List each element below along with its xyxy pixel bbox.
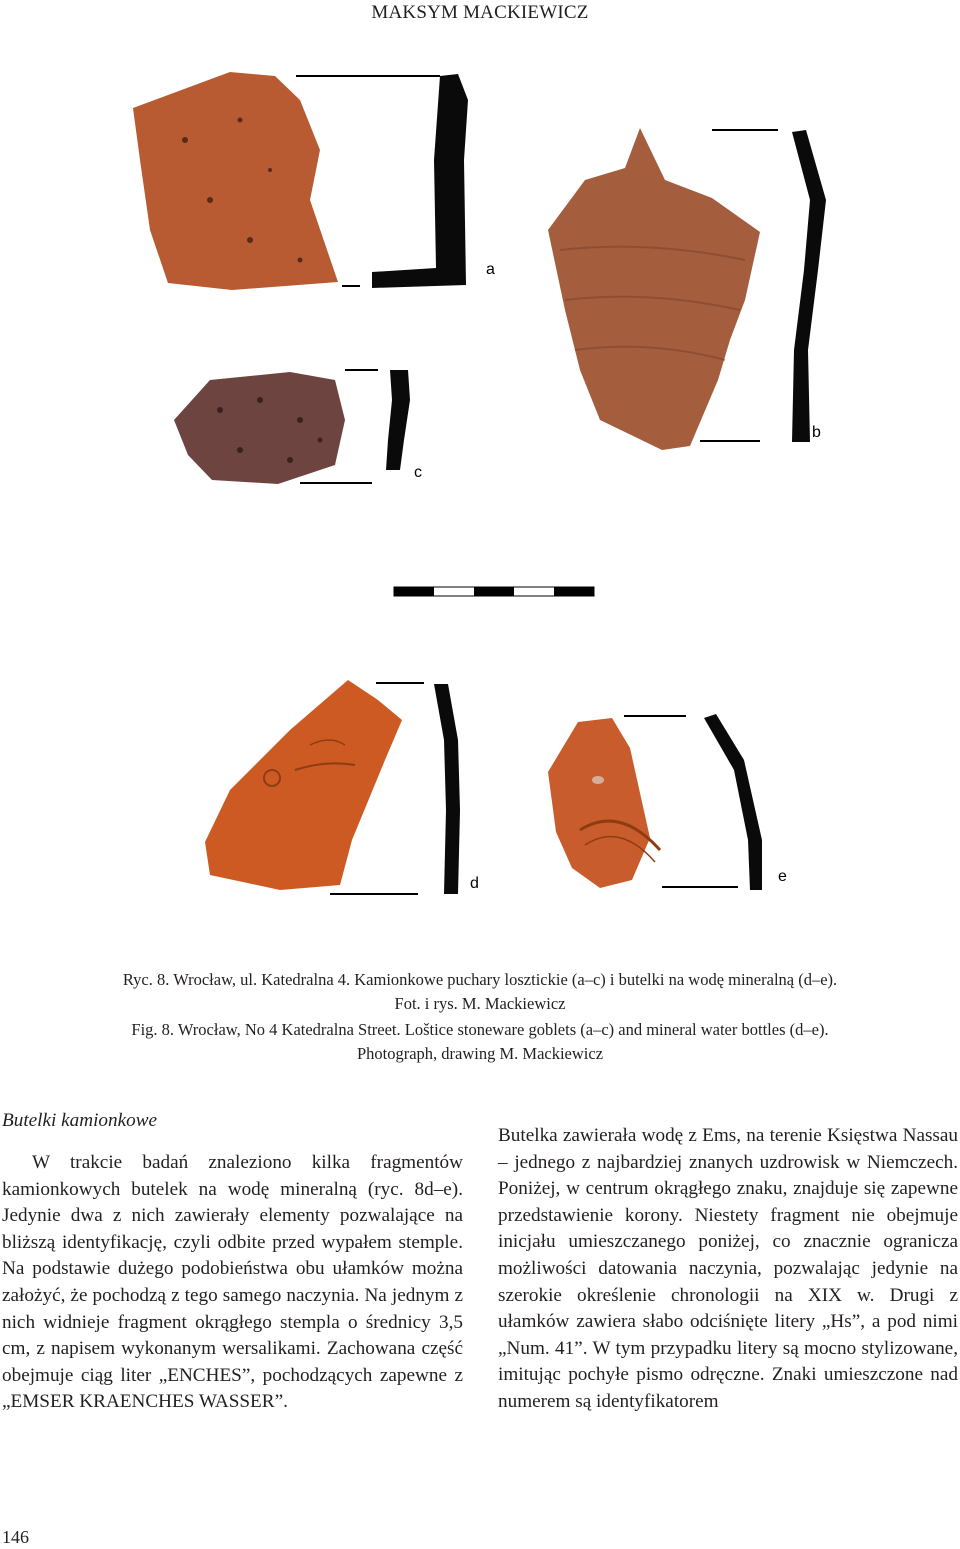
caption-pl-line1: Ryc. 8. Wrocław, ul. Katedralna 4. Kamionkowe puchary losztickie (a–c) i butelki na wodę mineralną (d–e). — [122, 970, 838, 989]
label-c: c — [414, 464, 422, 481]
page-number: 146 — [2, 1527, 29, 1547]
paragraph-right: Butelka zawierała wodę z Ems, na terenie Księstwa Nassau – jednego z najbardziej znanych uzdrowisk w Niemczech. Poniżej, w centrum okrągłego znaku, znajduje się zapewne przedstawienie korony. Niestety fragment nie obejmuje inicjału umieszczanego poniżej, co znacznie ogranicza możliwości datowania naczynia, pozwalając jedynie na szerokie określenie chronologii na XIX w. Drugi z ułamków zawiera słabo odciśnięte litery „Hs”, a pod nimi „Num. 41”. W tym przypadku litery są mocno stylizowane, imitując pochyłe pismo odręczne. Znaki umieszczone nad numerem są identyfikatorem — [498, 1125, 958, 1412]
label-b: b — [812, 424, 821, 441]
label-a: a — [486, 261, 495, 278]
shard-e-profile — [624, 714, 762, 890]
text-column-left — [2, 1150, 463, 1416]
caption-en-line1: Fig. 8. Wrocław, No 4 Katedralna Street. Loštice stoneware goblets (a–c) and mineral water bottles (d–e). — [131, 1020, 829, 1039]
section-heading: Butelki kamionkowe — [2, 1110, 158, 1131]
label-d: d — [470, 875, 479, 892]
running-head: MAKSYM MACKIEWICZ — [371, 2, 589, 23]
shard-a-photo — [133, 72, 338, 290]
paragraph-left: W trakcie badań znaleziono kilka fragmentów kamionkowych butelek na wodę mineralną (ryc. 8d–e). Jedynie dwa z nich zawierały elementy pozwalające na bliższą identyfikację, czyli odbite przed wypałem stemple. Na podstawie dużego podobieństwa obu ułamków można założyć, że pochodzą z tego samego naczynia. Na jednym z nich widnieje fragment okrągłego stempla o średnicy 3,5 cm, z napisem wykonanym wersalikami. Zachowana część obejmuje ciąg liter „ENCHES”, pochodzących zapewne z „EMSER KRAENCHES WASSER”. — [2, 1152, 463, 1413]
figure-caption — [60, 968, 900, 1066]
scale-bar — [394, 587, 594, 596]
caption-en-line2: Photograph, drawing M. Mackiewicz — [356, 1044, 604, 1063]
shard-b-photo — [548, 128, 760, 450]
shard-e-photo — [548, 718, 660, 888]
text-column-right — [498, 1123, 958, 1416]
figure-8 — [0, 60, 960, 960]
shard-d-photo — [205, 680, 402, 890]
caption-pl-line2: Fot. i rys. M. Mackiewicz — [394, 994, 566, 1013]
shard-c-photo — [174, 372, 345, 484]
label-e: e — [778, 868, 787, 885]
